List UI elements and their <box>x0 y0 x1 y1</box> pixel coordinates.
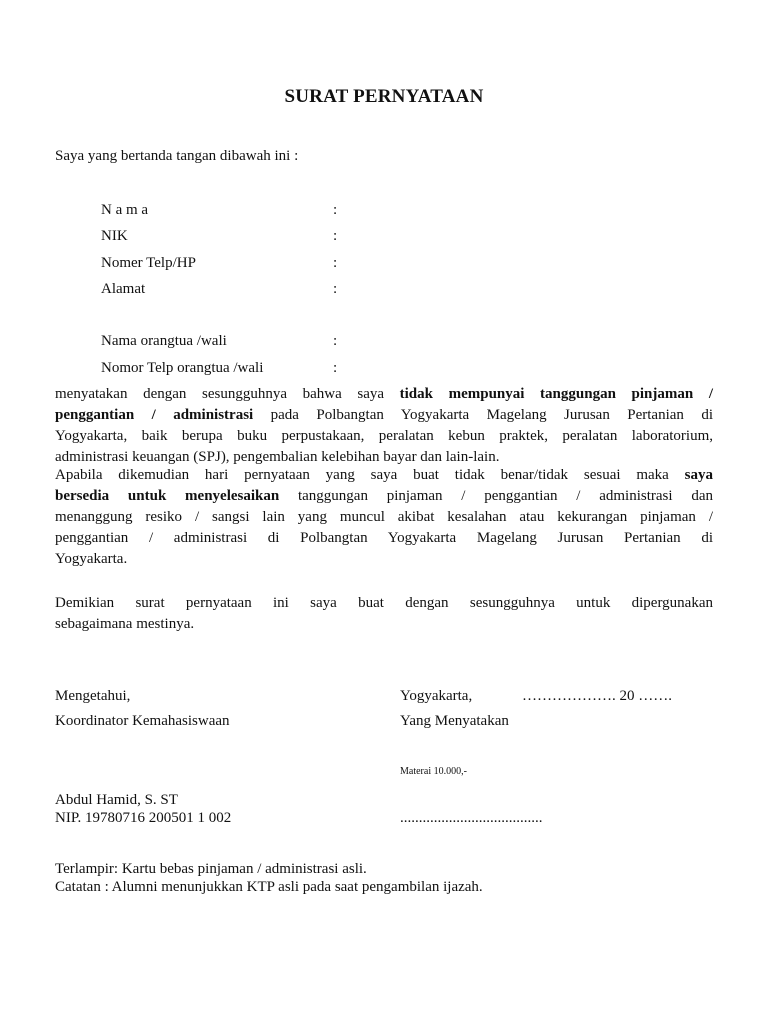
field-label: Nomor Telp orangtua /wali <box>101 360 264 376</box>
intro-text: Saya yang bertanda tangan dibawah ini : <box>55 148 299 164</box>
field-row-nama <box>101 202 401 222</box>
text-run: tanggungan pinjaman / penggantian / administrasi dan <box>279 488 713 504</box>
pickup-note: Catatan : Alumni menunjukkan KTP asli pada saat pengambilan ijazah. <box>55 879 483 895</box>
field-label: Nomer Telp/HP <box>101 255 196 271</box>
field-colon: : <box>333 333 338 349</box>
acknowledged-label: Mengetahui, <box>55 688 131 704</box>
signature-line: ...................................... <box>400 810 543 826</box>
coordinator-role: Koordinator Kemahasiswaan <box>55 713 230 729</box>
field-label: Alamat <box>101 281 146 297</box>
paragraph-line: Yogyakarta, baik berupa buku perpustakaan, peralatan kebun praktek, peralatan laboratorium, <box>55 428 713 444</box>
paragraph-line: sebagaimana mestinya. <box>55 616 195 632</box>
coordinator-nip: NIP. 19780716 200501 1 002 <box>55 810 232 826</box>
field-row-telp-orangtua <box>101 360 401 380</box>
field-colon: : <box>333 281 338 297</box>
date-blank: ………………. 20 ……. <box>522 688 672 704</box>
paragraph-line: Yogyakarta. <box>55 551 128 567</box>
bold-text-run: tidak mempunyai tanggungan pinjaman / <box>399 386 713 402</box>
field-label: Nama orangtua /wali <box>101 333 227 349</box>
place-label: Yogyakarta, <box>400 688 473 704</box>
field-colon: : <box>333 228 338 244</box>
field-row-telp <box>101 255 401 275</box>
field-label: NIK <box>101 228 128 244</box>
paragraph-line <box>55 384 713 405</box>
consequence-paragraph <box>55 465 713 570</box>
paragraph-line <box>55 486 713 507</box>
paragraph-line: penggantian / administrasi di Polbangtan Yogyakarta Magelang Jurusan Pertanian di <box>55 530 713 546</box>
text-run: Apabila dikemudian hari pernyataan yang saya buat tidak benar/tidak sesuai maka <box>55 467 685 483</box>
paragraph-line <box>55 405 713 426</box>
statement-paragraph <box>55 384 713 468</box>
closing-paragraph <box>55 593 713 635</box>
paragraph-line <box>55 465 713 486</box>
declarant-role: Yang Menyatakan <box>400 713 509 729</box>
paragraph-line: Demikian surat pernyataan ini saya buat dengan sesungguhnya untuk dipergunakan <box>55 595 713 611</box>
bold-text-run: penggantian / administrasi <box>55 407 254 423</box>
field-row-orangtua <box>101 333 401 353</box>
paragraph-line: administrasi keuangan (SPJ), pengembalian kelebihan bayar dan lain-lain. <box>55 449 500 465</box>
document-title: SURAT PERNYATAAN <box>284 86 484 107</box>
text-run: menyatakan dengan sesungguhnya bahwa saya <box>55 386 400 402</box>
field-row-alamat <box>101 281 401 301</box>
bold-text-run: saya <box>684 467 713 483</box>
paragraph-line: menanggung resiko / sangsi lain yang muncul akibat kesalahan atau kekurangan pinjaman / <box>55 509 713 525</box>
field-colon: : <box>333 255 338 271</box>
field-row-nik <box>101 228 401 248</box>
attachment-note: Terlampir: Kartu bebas pinjaman / administrasi asli. <box>55 861 367 877</box>
field-label: N a m a <box>101 202 149 218</box>
coordinator-name: Abdul Hamid, S. ST <box>55 792 178 808</box>
text-run: pada Polbangtan Yogyakarta Magelang Jurusan Pertanian di <box>253 407 713 423</box>
field-colon: : <box>333 202 338 218</box>
field-colon: : <box>333 360 338 376</box>
bold-text-run: bersedia untuk menyelesaikan <box>55 488 280 504</box>
materai-label: Materai 10.000,- <box>400 766 467 777</box>
